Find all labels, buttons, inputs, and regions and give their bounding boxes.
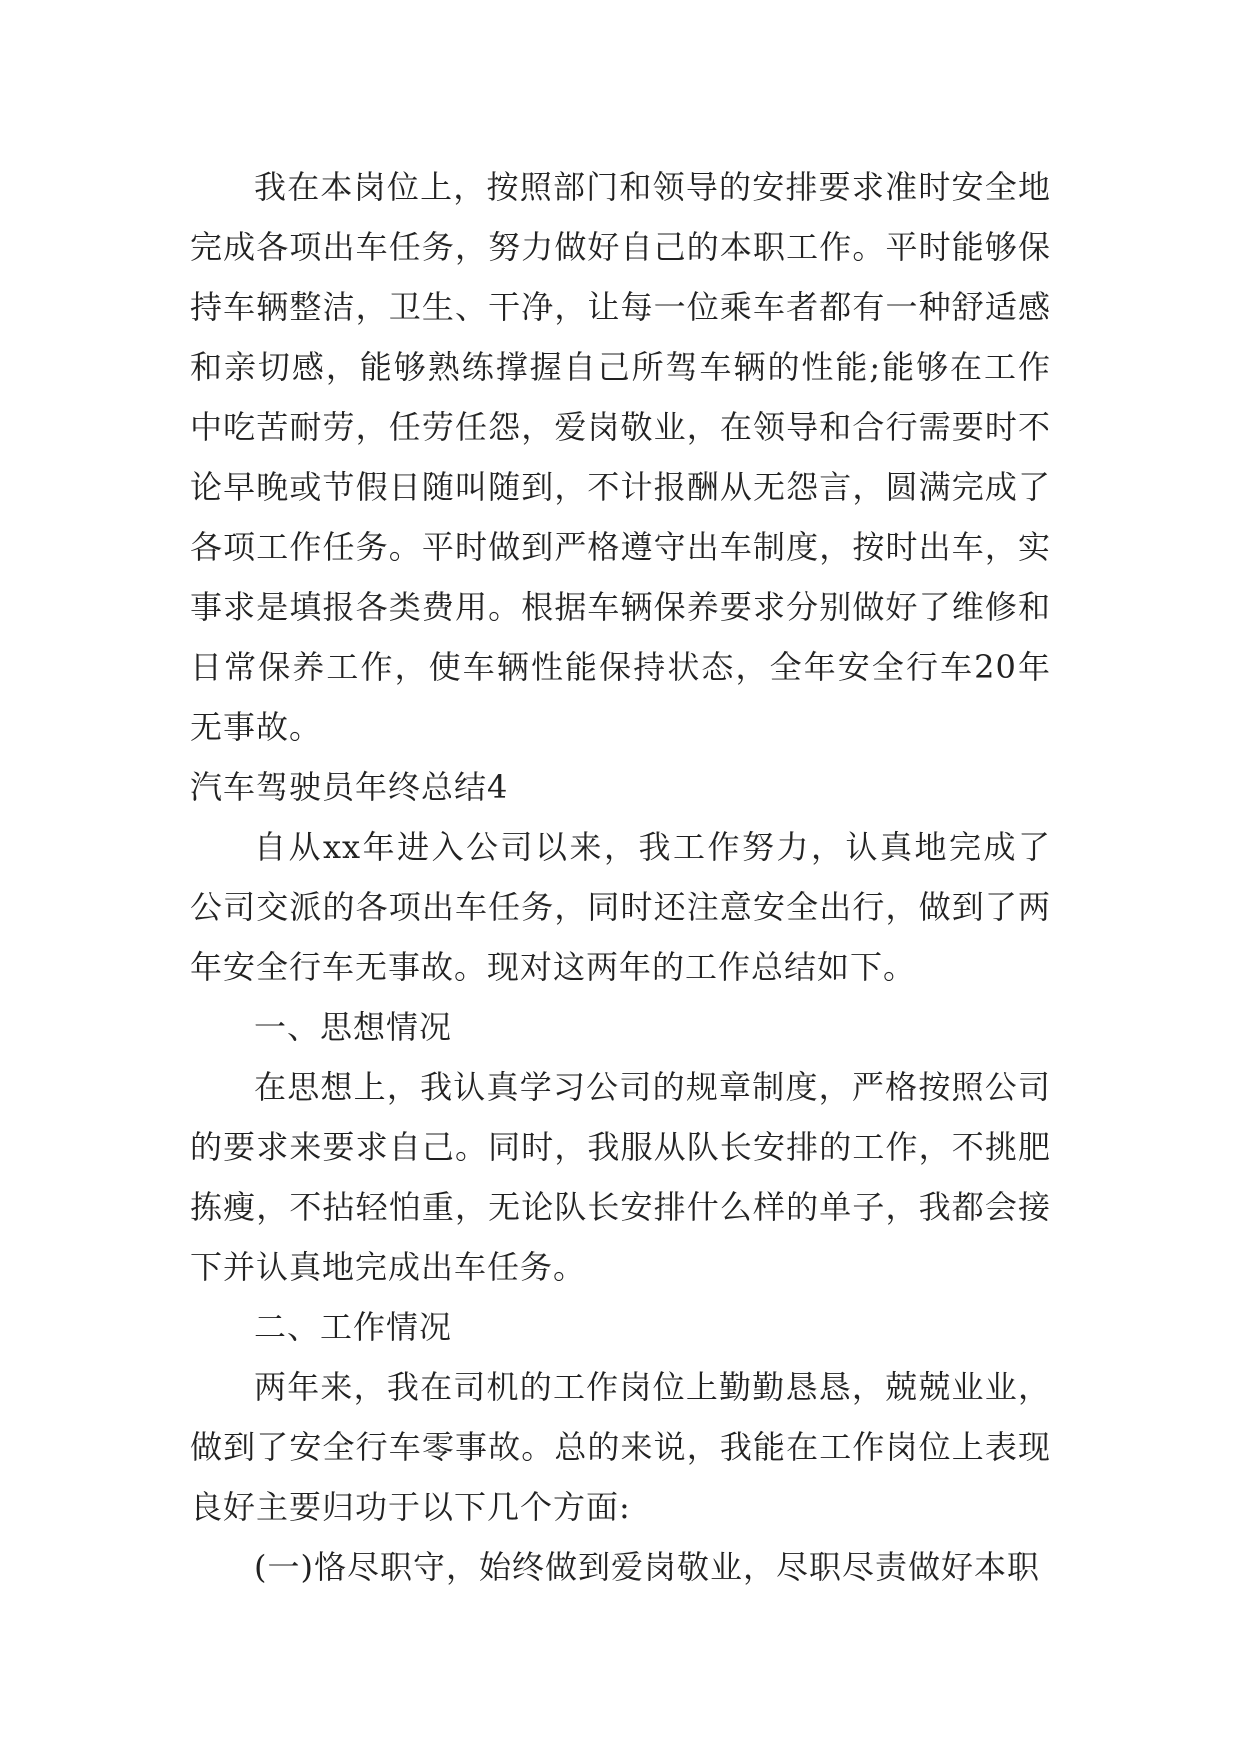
document-body xyxy=(190,157,1051,1597)
section-title: 汽车驾驶员年终总结4 xyxy=(190,768,509,806)
subheading-work: 二、工作情况 xyxy=(254,1308,453,1346)
paragraph-point-one: (一)恪尽职守，始终做到爱岗敬业，尽职尽责做好本职 xyxy=(254,1548,1040,1586)
paragraph-driving-duties: 我在本岗位上，按照部门和领导的安排要求准时安全地完成各项出车任务，努力做好自己的本职工作。平时能够保持车辆整洁，卫生、干净，让每一位乘车者都有一种舒适感和亲切感，能够熟练撑握自己所驾车辆的性能;能够在工作中吃苦耐劳，任劳任怨，爱岗敬业，在领导和合行需要时不论早晚或节假日随叫随到，不计报酬从无怨言，圆满完成了各项工作任务。平时做到严格遵守出车制度，按时出车，实事求是填报各类费用。根据车辆保养要求分别做好了维修和日常保养工作，使车辆性能保持状态，全年安全行车20年无事故。 xyxy=(190,168,1051,746)
subheading-thought: 一、思想情况 xyxy=(254,1008,453,1046)
paragraph-thought: 在思想上，我认真学习公司的规章制度，严格按照公司的要求来要求自己。同时，我服从队长安排的工作，不挑肥拣瘦，不拈轻怕重，无论队长安排什么样的单子，我都会接下并认真地完成出车任务。 xyxy=(190,1068,1051,1286)
paragraph-work: 两年来，我在司机的工作岗位上勤勤恳恳，兢兢业业，做到了安全行车零事故。总的来说，我能在工作岗位上表现良好主要归功于以下几个方面: xyxy=(190,1368,1051,1526)
paragraph-intro: 自从xx年进入公司以来，我工作努力，认真地完成了公司交派的各项出车任务，同时还注意安全出行，做到了两年安全行车无事故。现对这两年的工作总结如下。 xyxy=(190,828,1051,986)
